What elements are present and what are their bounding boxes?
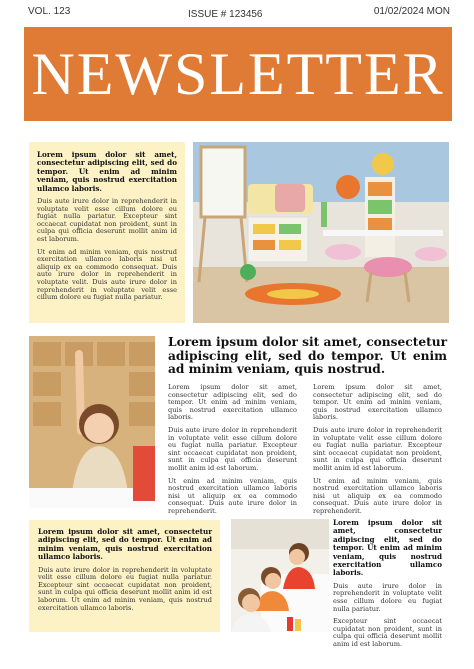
side-lead: Lorem ipsum dolor sit amet, consectetur adipiscing elit, sed do tempor. Ut enim ad minim veniam, quis nostrud exercitation ullamco laboris. (333, 518, 442, 578)
student-raising-hand-photo (29, 336, 155, 508)
bottom-paragraph-1: Duis aute irure dolor in reprehenderit in voluptate velit esse cillum dolore eu fugiat nulla pariatur. Excepteur sint occaecat cupidatat non proident, sunt in culpa qui officia deserunt mollit anim id est laborum. Ut enim ad minim veniam, quis nostrud exercitation ullamco laboris. (38, 565, 212, 612)
classroom-photo (193, 142, 449, 323)
intro-paragraph-1: Duis aute irure dolor in reprehenderit in voluptate velit esse cillum dolore eu fugiat nulla pariatur. Excepteur sint occaecat cupidatat non proident, sunt in culpa qui officia deserunt mollit anim id est laborum. (37, 197, 177, 243)
masthead-meta (28, 6, 450, 20)
volume-label: VOL. 123 (28, 6, 71, 17)
children-drawing-photo (231, 519, 329, 632)
feature-col2-paragraph-3: Ut enim ad minim veniam, quis nostrud exercitation ullamco laboris nisi ut aliquip ex ea commodo consequat. Duis aute irure dolor in reprehenderit. (313, 476, 442, 515)
feature-col1-paragraph-1: Lorem ipsum dolor sit amet, consectetur adipiscing elit, sed do tempor. Ut enim ad minim veniam, quis nostrud exercitation ullamco laboris. (168, 383, 297, 422)
side-text (333, 519, 442, 654)
issue-label: ISSUE # 123456 (188, 9, 263, 20)
feature-col2-paragraph-1: Lorem ipsum dolor sit amet, consectetur adipiscing elit, sed do tempor. Ut enim ad minim veniam, quis nostrud exercitation ullamco laboris. (313, 383, 442, 422)
side-paragraph-1: Duis aute irure dolor in reprehenderit in voluptate velit esse cillum dolore eu fugiat nulla pariatur. (333, 581, 442, 613)
feature-col2-paragraph-2: Duis aute irure dolor in reprehenderit in voluptate velit esse cillum dolore eu fugiat nulla pariatur. Excepteur sint occaecat cupidatat non proident, sunt in culpa qui officia deserunt mollit anim id est laborum. (313, 425, 442, 472)
intro-lead: Lorem ipsum dolor sit amet, consectetur adipiscing elit, sed do tempor. Ut enim ad minim veniam, quis nostrud exercitation ullamco laboris. (37, 150, 177, 193)
newsletter-title: NEWSLETTER (31, 41, 445, 107)
feature-column-1 (168, 384, 297, 521)
bottom-lead: Lorem ipsum dolor sit amet, consectetur adipiscing elit, sed do tempor. Ut enim ad minim veniam, quis nostrud exercitation ullamco laboris. (38, 527, 212, 562)
feature-column-2 (313, 384, 442, 521)
date-label: 01/02/2024 MON (373, 6, 450, 17)
feature-col1-paragraph-3: Ut enim ad minim veniam, quis nostrud exercitation ullamco laboris nisi ut aliquip ex ea commodo consequat. Duis aute irure dolor in reprehenderit. (168, 476, 297, 515)
feature-headline: Lorem ipsum dolor sit amet, consectetur adipiscing elit, sed do tempor. Ut enim ad minim veniam, quis nostrud. (168, 335, 447, 377)
feature-col1-paragraph-2: Duis aute irure dolor in reprehenderit in voluptate velit esse cillum dolore eu fugiat nulla pariatur. Excepteur sint occaecat cupidatat non proident, sunt in culpa qui officia deserunt mollit anim id est laborum. (168, 425, 297, 472)
bottom-panel (29, 520, 220, 632)
side-paragraph-2: Excepteur sint occaecat cupidatat non proident, sunt in culpa qui officia deserunt mollit anim id est laborum. (333, 617, 442, 648)
intro-paragraph-2: Ut enim ad minim veniam, quis nostrud exercitation ullamco laboris nisi ut aliquip ex ea commodo consequat. Duis aute irure dolor in reprehenderit in voluptate velit. Duis aute irure dolor in reprehenderit in voluptate velit esse cillum dolore eu fugiat nulla pariatur. (37, 247, 177, 302)
intro-panel (29, 142, 185, 323)
title-banner (24, 27, 452, 121)
